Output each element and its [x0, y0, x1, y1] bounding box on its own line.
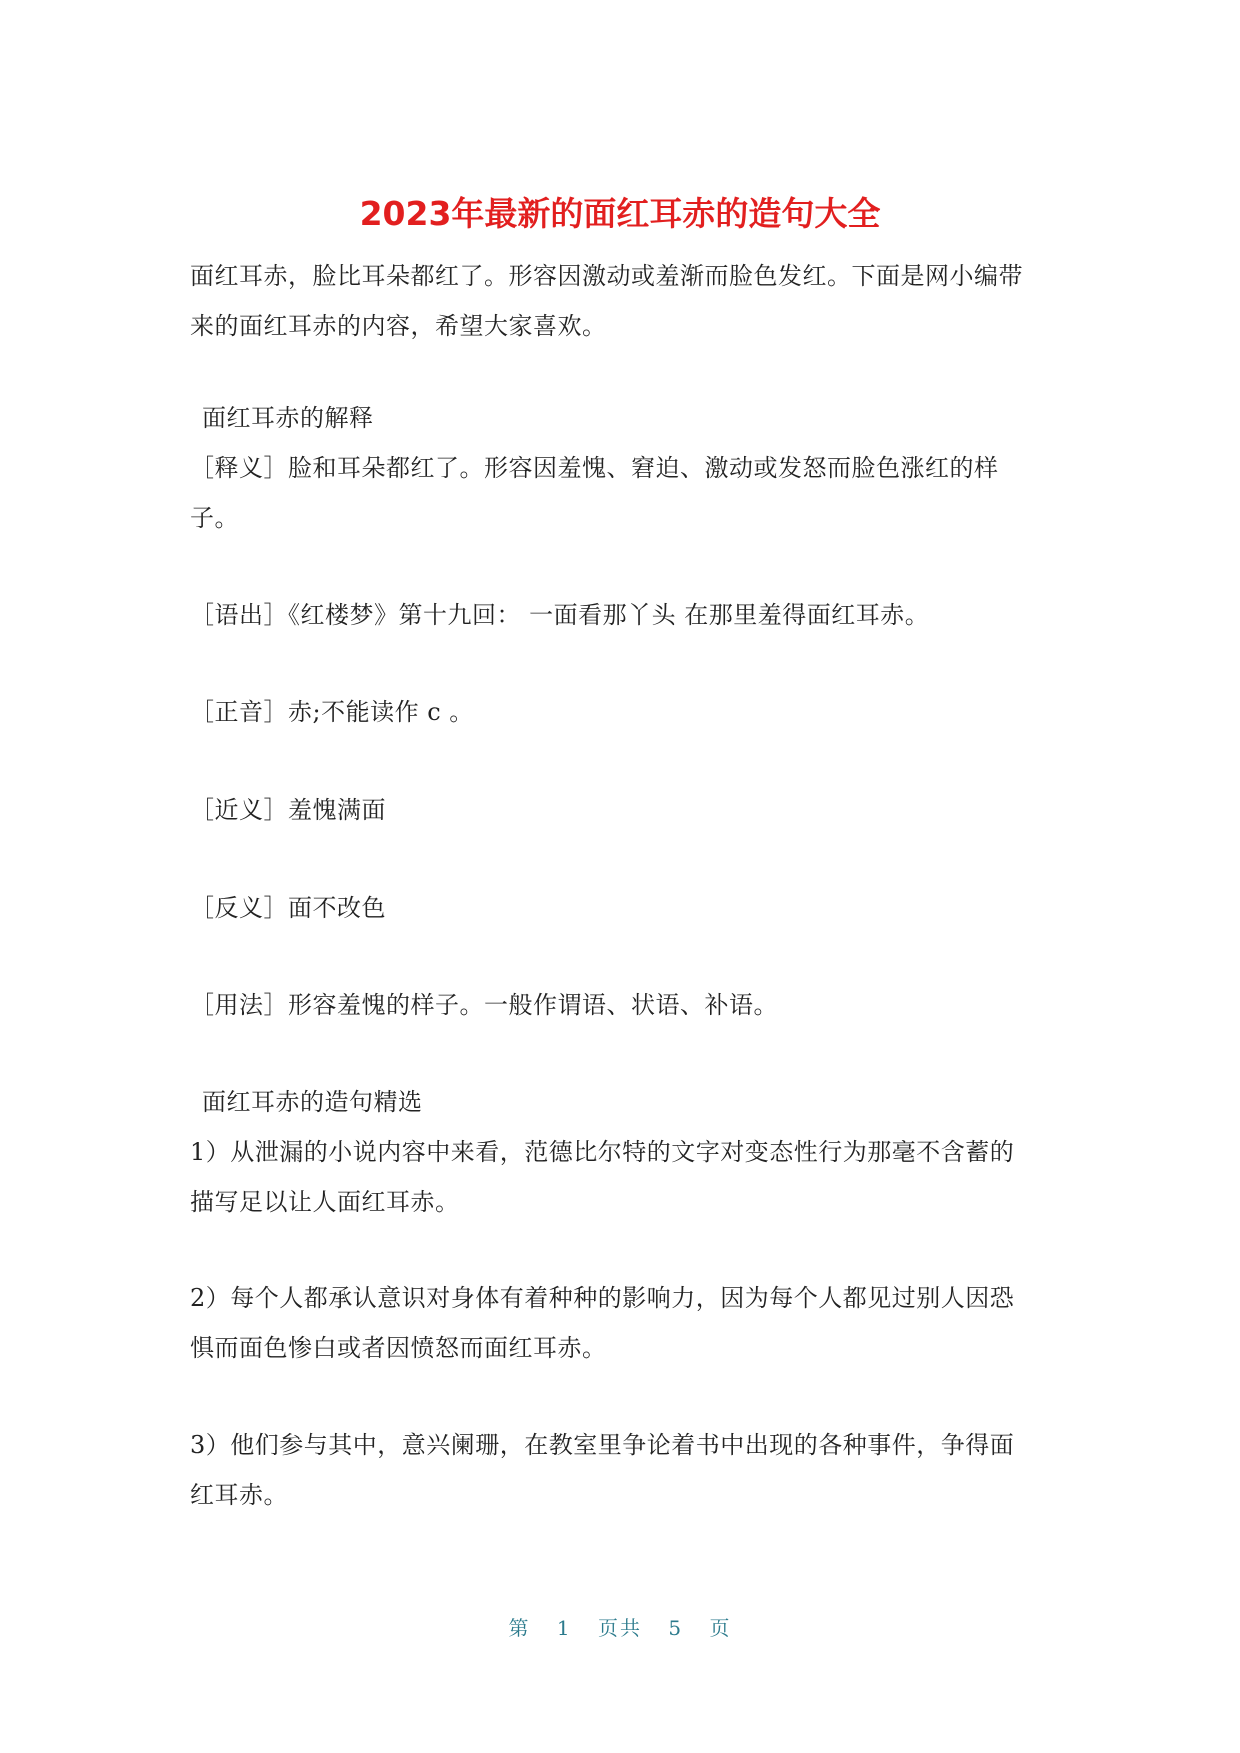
- pronunciation-paragraph: ［正音］赤;不能读作 c 。: [190, 698, 474, 726]
- usage-paragraph: ［用法］形容羞愧的样子。一般作谓语、状语、补语。: [190, 991, 778, 1019]
- text-line: 描写足以让人面红耳赤。: [190, 1188, 460, 1216]
- text-line: 子。: [190, 504, 239, 532]
- footer-label-ye: 页: [709, 1616, 732, 1640]
- text-line: 1）从泄漏的小说内容中来看，范德比尔特的文字对变态性行为那毫不含蓄的: [190, 1138, 1015, 1166]
- definition-paragraph: [190, 443, 1052, 543]
- text-line: ［释义］脸和耳朵都红了。形容因羞愧、窘迫、激动或发怒而脸色涨红的样: [190, 454, 999, 482]
- example-sentence-3: [190, 1420, 1052, 1520]
- text-line: 来的面红耳赤的内容，希望大家喜欢。: [190, 312, 607, 340]
- footer-label-di: 第: [508, 1616, 531, 1640]
- current-page-number: 1: [556, 1616, 572, 1640]
- text-line: 2）每个人都承认意识对身体有着种种的影响力，因为每个人都见过别人因恐: [190, 1284, 1015, 1312]
- text-line: 惧而面色惨白或者因愤怒而面红耳赤。: [190, 1334, 607, 1362]
- total-pages-number: 5: [668, 1616, 684, 1640]
- footer-label-ye-gong: 页共: [598, 1616, 642, 1640]
- section-heading-explanation: 面红耳赤的解释: [202, 404, 374, 432]
- page-number-footer: [0, 1612, 1240, 1641]
- text-line: 3）他们参与其中，意兴阑珊，在教室里争论着书中出现的各种事件，争得面: [190, 1431, 1015, 1459]
- text-line: 面红耳赤，脸比耳朵都红了。形容因激动或羞渐而脸色发红。下面是网小编带: [190, 262, 1023, 290]
- intro-paragraph: [190, 251, 1052, 351]
- section-heading-examples: 面红耳赤的造句精选: [202, 1088, 423, 1116]
- antonym-paragraph: ［反义］面不改色: [190, 894, 386, 922]
- example-sentence-2: [190, 1273, 1052, 1373]
- example-sentence-1: [190, 1127, 1052, 1227]
- synonym-paragraph: ［近义］羞愧满面: [190, 796, 386, 824]
- source-paragraph: ［语出］《红楼梦》第十九回： 一面看那丫头 在那里羞得面红耳赤。: [190, 601, 930, 629]
- text-line: 红耳赤。: [190, 1481, 288, 1509]
- document-title: 2023年最新的面红耳赤的造句大全: [359, 194, 881, 233]
